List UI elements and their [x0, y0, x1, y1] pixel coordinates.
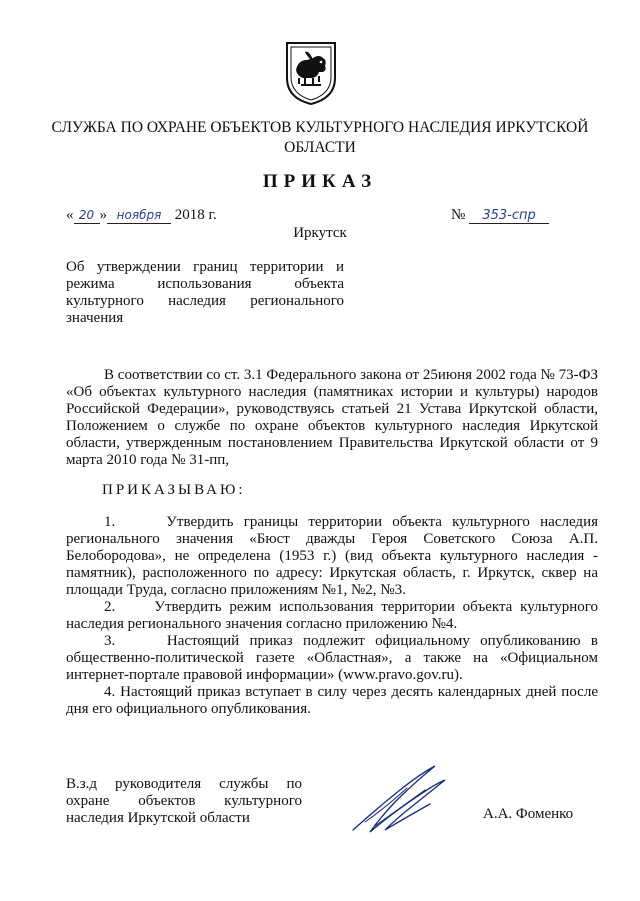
handwritten-signature: [345, 760, 455, 840]
date-month: ноября: [107, 208, 171, 224]
document-subject: Об утверждении границ территории и режима использования объекта культурного наследия регионального значения: [66, 259, 344, 326]
quote-close: »: [99, 207, 107, 223]
quote-open: «: [66, 207, 74, 223]
signatory-name: А.А. Фоменко: [483, 806, 574, 822]
order-item-4: 4. Настоящий приказ вступает в силу через десять календарных дней после дня его официального опубликования.: [66, 684, 598, 717]
number-prefix: №: [451, 207, 466, 223]
date-day: 20: [74, 208, 100, 224]
agency-line-1: СЛУЖБА ПО ОХРАНЕ ОБЪЕКТОВ КУЛЬТУРНОГО НАСЛЕДИЯ ИРКУТСКОЙ: [51, 119, 589, 136]
city: Иркутск: [293, 225, 347, 241]
order-number: [451, 207, 549, 224]
agency-title: [40, 118, 600, 158]
number-value: 353-спр: [469, 208, 549, 224]
order-item-3: 3. Настоящий приказ подлежит официальному опубликованию в общественно-политической газете «Областная», а также на «Официальном интернет-портале правовой информации» (www.pravo.gov.ru).: [66, 633, 598, 683]
order-word: ПРИКАЗЫВАЮ:: [102, 482, 246, 498]
signatory-position: В.з.д руководителя службы по охране объектов культурного наследия Иркутской области: [66, 776, 302, 826]
preamble-paragraph: В соответствии со ст. 3.1 Федерального закона от 25июня 2002 года № 73-ФЗ «Об объектах культурного наследия (памятниках истории и культуры) народов Российской Федерации», руководствуясь статьей 21 Устава Иркутской области, Положением о службе по охране объектов культурного наследия Иркутской области, утвержденным постановлением Правительства Иркутской области от 9 марта 2010 года № 31-пп,: [66, 367, 598, 468]
agency-line-2: ОБЛАСТИ: [284, 139, 356, 156]
order-item-1: 1. Утвердить границы территории объекта культурного наследия регионального значения «Бюст дважды Героя Советского Союза А.П. Белобородова», не определена (1953 г.) (вид объекта культурного наследия - памятник), расположенного по адресу: Иркутская область, г. Иркутск, сквер на площади Труда, согласно приложениям №1, №2, №3.: [66, 514, 598, 598]
date-year: 2018 г.: [174, 207, 217, 223]
order-item-2: 2. Утвердить режим использования территории объекта культурного наследия регионального значения согласно приложению №4.: [66, 599, 598, 632]
order-date: [66, 207, 217, 224]
document-type: ПРИКАЗ: [262, 171, 378, 192]
coat-of-arms-icon: [283, 40, 339, 106]
